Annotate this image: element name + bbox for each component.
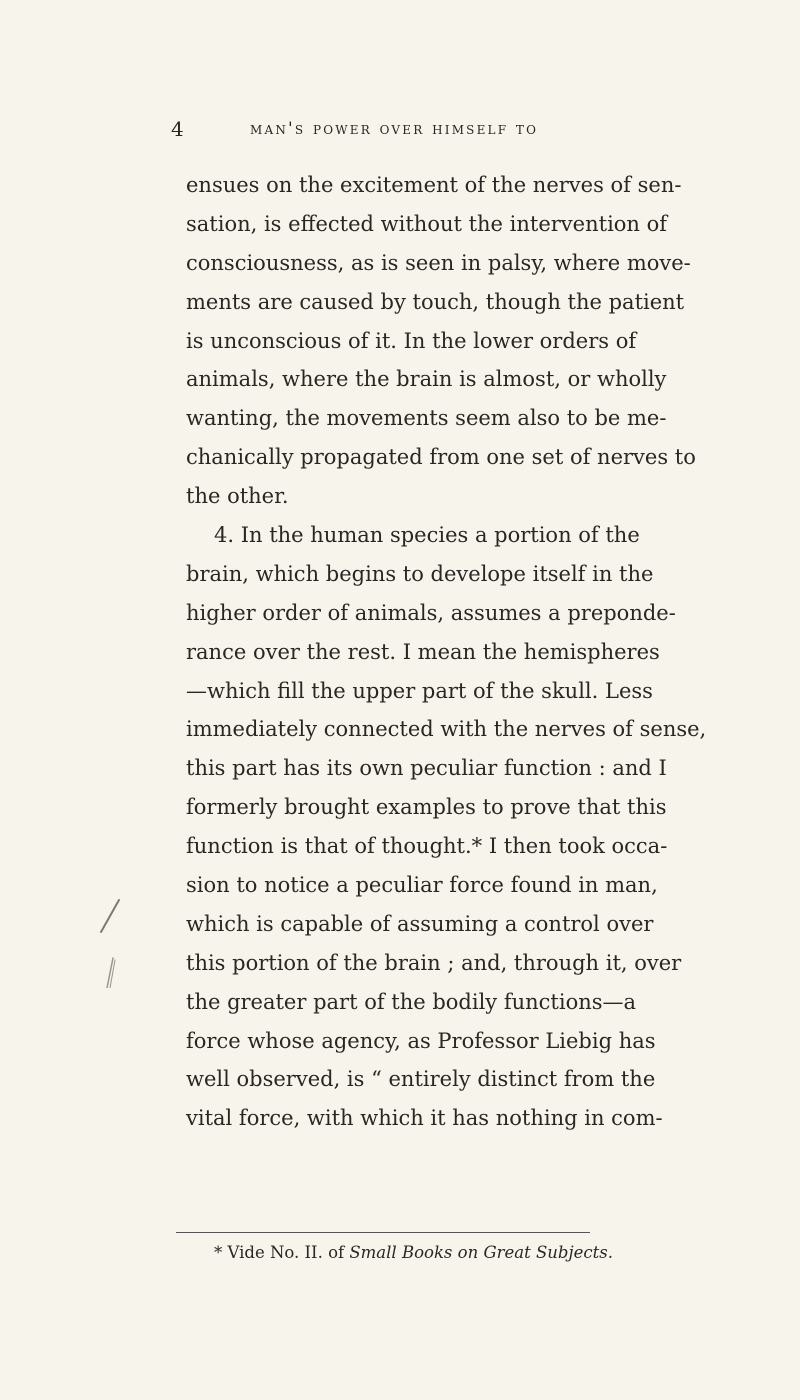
text-line: brain, which begins to develope itself in the [186,561,654,586]
text-line: this portion of the brain ; and, through it, over [186,950,682,975]
text-line: well observed, is “ entirely distinct from the [186,1067,656,1092]
footnote-book-title: Small Books on Great Subjects. [349,1243,613,1262]
text-line: formerly brought examples to prove that this [186,795,667,820]
text-line: the other. [186,484,289,509]
text-line: animals, where the brain is almost, or wholly [186,367,667,392]
text-line: immediately connected with the nerves of sense, [186,717,707,742]
text-line: chanically propagated from one set of nerves to [186,445,696,470]
margin-pencil-mark [95,898,135,988]
running-title: man's power over himself to [250,119,539,139]
text-line: this part has its own peculiar function : and I [186,756,667,781]
page-number: 4 [171,117,184,141]
text-line: ments are caused by touch, though the patient [186,289,685,314]
text-line: which is capable of assuming a control over [186,911,654,936]
text-line: the greater part of the bodily functions—a [186,989,637,1014]
text-line: sion to notice a peculiar force found in man, [186,873,658,898]
footnote-prefix: * Vide No. II. of [214,1243,350,1262]
text-line: sation, is effected without the intervention of [186,211,668,236]
text-line: wanting, the movements seem also to be me- [186,406,667,431]
text-line: is unconscious of it. In the lower orders of [186,328,637,353]
footnote [214,1241,613,1265]
footnote-rule [176,1232,590,1233]
text-line: force whose agency, as Professor Liebig has [186,1028,656,1053]
text-line: function is that of thought.* I then took occa- [186,834,668,859]
text-line: —which fill the upper part of the skull. Less [186,678,653,703]
text-line: consciousness, as is seen in palsy, where move- [186,250,691,275]
text-line: rance over the rest. I mean the hemispheres [186,639,660,664]
text-line: higher order of animals, assumes a preponde- [186,600,676,625]
running-head [0,114,800,144]
text-line: 4. In the human species a portion of the [214,523,640,548]
text-line: vital force, with which it has nothing in com- [186,1106,663,1131]
text-line: ensues on the excitement of the nerves of sen- [186,173,682,197]
body-text [186,166,786,1138]
